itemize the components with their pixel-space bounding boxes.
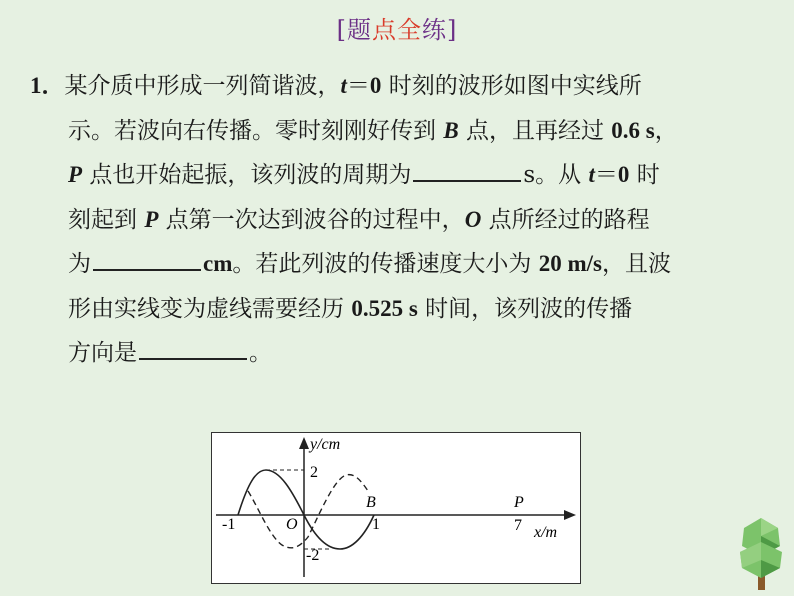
text-segment: s。从 — [523, 162, 589, 188]
value-zero: 0 — [617, 162, 630, 187]
problem-line-4 — [30, 198, 770, 243]
var-B: B — [443, 117, 459, 143]
text-segment: ，且波 — [601, 251, 671, 277]
unit-cm: cm — [203, 251, 233, 276]
problem-line-5 — [30, 242, 770, 287]
y-axis-label: y/cm — [310, 436, 341, 453]
text-segment: 某介质中形成一列简谐波， — [64, 73, 341, 99]
x-1-label: 1 — [372, 516, 380, 533]
text-segment: 时 — [629, 162, 660, 188]
text-segment: 点，且再经过 — [458, 117, 612, 144]
problem-number: 1． — [30, 73, 65, 98]
text-segment: 。 — [249, 340, 272, 366]
problem-line-1 — [30, 64, 770, 109]
header-bracket-close: ] — [447, 16, 458, 44]
dashed-wave — [248, 475, 368, 548]
text-segment: 刻起到 — [68, 206, 145, 233]
text-segment: ， — [654, 117, 678, 144]
problem-line-3 — [30, 153, 770, 198]
header-highlight: 点全 — [372, 16, 422, 44]
text-segment: 示。若波向右传播。零时刻刚好传到 — [68, 117, 444, 144]
point-B-label: B — [366, 494, 376, 511]
answer-blank-1[interactable] — [413, 162, 521, 182]
text-segment: 点所经过的路程 — [481, 206, 650, 233]
x-axis-label: x/m — [534, 524, 558, 541]
var-O: O — [464, 206, 482, 232]
header-bracket-open: [ — [336, 16, 347, 44]
point-P-label: P — [514, 494, 524, 511]
problem-line-7 — [30, 331, 770, 376]
unit-s: s — [403, 295, 418, 321]
x-neg1-label: -1 — [222, 516, 236, 533]
text-segment: 时刻的波形如图中实线所 — [381, 73, 642, 99]
tree-icon — [736, 516, 786, 596]
var-t: t — [340, 73, 347, 98]
value-time: 0.6 s — [611, 117, 655, 143]
x-axis-arrow — [564, 510, 576, 520]
section-header — [0, 10, 794, 45]
header-char-3: 练 — [422, 16, 447, 44]
text-segment: ＝ — [594, 162, 618, 188]
problem-line-2 — [30, 109, 770, 154]
value-time-2: 0.525 — [351, 295, 404, 321]
problem-text — [30, 64, 770, 376]
wave-figure — [211, 432, 581, 584]
y-max-label: 2 — [310, 464, 318, 481]
origin-label: O — [286, 516, 298, 533]
value-zero: 0 — [369, 73, 382, 98]
problem-line-6 — [30, 287, 770, 332]
var-P: P — [68, 162, 83, 187]
var-P: P — [144, 206, 159, 232]
answer-blank-3[interactable] — [139, 340, 247, 360]
text-segment: 方向是 — [68, 340, 137, 366]
answer-blank-2[interactable] — [93, 251, 201, 271]
text-segment: 。若此列波的传播速度大小为 — [232, 251, 539, 277]
text-segment: 形由实线变为虚线需要经历 — [68, 295, 352, 322]
text-segment: 点第一次达到波谷的过程中， — [158, 206, 465, 233]
y-min-label: -2 — [306, 547, 320, 564]
value-speed: 20 m/s — [538, 251, 602, 276]
text-segment: 点也开始起振，该列波的周期为 — [82, 162, 412, 188]
text-segment: 时间，该列波的传播 — [417, 295, 633, 322]
y-axis-arrow — [299, 437, 309, 449]
wave-diagram — [212, 433, 580, 583]
tree-icon-graphic — [736, 516, 786, 592]
text-segment: 为 — [68, 251, 91, 277]
text-segment: ＝ — [346, 73, 370, 99]
x-7-label: 7 — [514, 517, 522, 534]
header-char-1: 题 — [347, 16, 372, 44]
var-t: t — [588, 162, 595, 187]
